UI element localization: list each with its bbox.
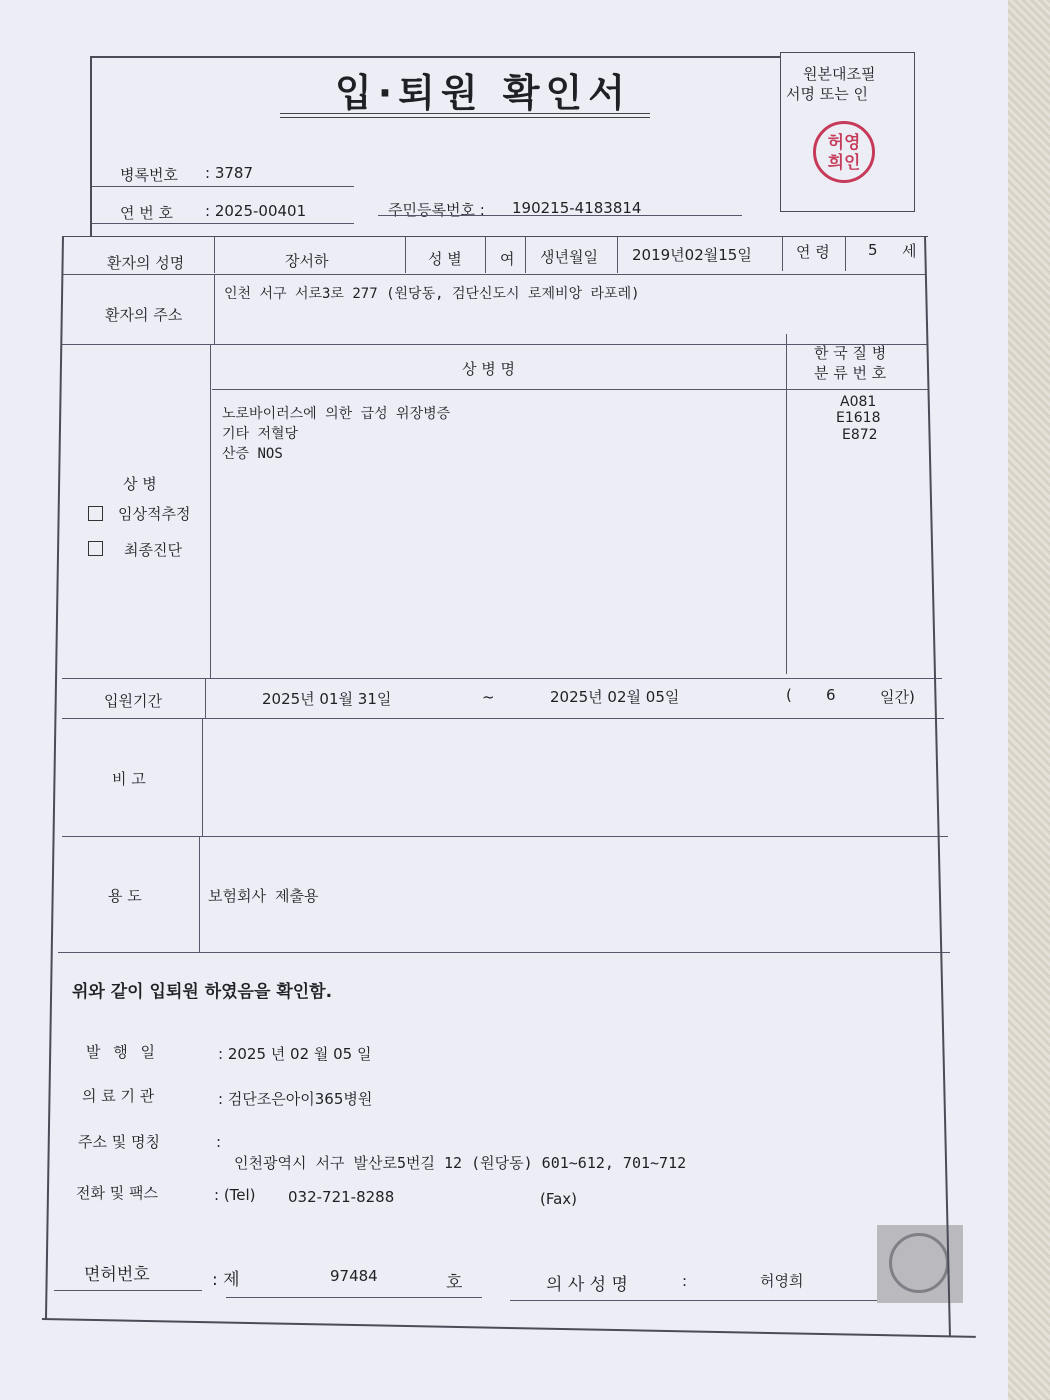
red-seal-stamp: [813, 121, 875, 183]
birth-value: 2019년02월15일: [632, 246, 752, 264]
issue-date-value: : 2025 년 02 월 05 일: [218, 1045, 372, 1063]
license-prefix: : 제: [212, 1270, 240, 1290]
divider: [782, 237, 783, 271]
admission-start: 2025년 01월 31일: [262, 690, 392, 708]
tel-prefix: : (Tel): [214, 1186, 256, 1204]
issue-date-label: 발 행 일: [86, 1043, 160, 1061]
patient-name-label: 환자의 성명: [107, 254, 185, 272]
confirmation-statement: 위와 같이 입퇴원 하였음을 확인함.: [72, 982, 333, 1002]
doctor-colon: :: [682, 1272, 688, 1290]
fax-label: (Fax): [540, 1190, 578, 1208]
institution-value: : 검단조은아이365병원: [218, 1090, 373, 1108]
divider: [485, 237, 486, 273]
form-top-border: [90, 56, 780, 58]
serial-label: 연 번 호: [120, 204, 174, 222]
diagnosis-name-header: 상 병 명: [462, 360, 516, 378]
divider: [786, 334, 787, 674]
diagnosis-code-3: E872: [842, 427, 878, 443]
remarks-label: 비 고: [112, 770, 146, 788]
doctor-name-label: 의 사 성 명: [546, 1275, 628, 1295]
divider: [199, 836, 200, 952]
divider: [212, 389, 928, 390]
divider: [92, 223, 354, 224]
record-no-label: 병록번호: [120, 166, 178, 184]
rrn-value: 190215-4183814: [512, 199, 642, 217]
divider: [510, 1300, 880, 1301]
age-unit: 세: [902, 242, 917, 260]
divider: [92, 186, 354, 187]
table-top-border: [62, 236, 928, 238]
phone-fax-label: 전화 및 팩스: [76, 1184, 158, 1202]
divider: [214, 274, 215, 344]
divider: [226, 1297, 482, 1298]
stamp-text: 허영희인: [827, 133, 861, 173]
patient-address: 인천 서구 서로3로 277 (원당동, 검단신도시 로제비앙 라포레): [224, 286, 640, 302]
admission-tilde: ~: [482, 688, 495, 706]
kcd-header-2: 분 류 번 호: [814, 364, 887, 382]
divider: [62, 344, 928, 345]
diagnosis-item-2: 기타 저혈당: [222, 426, 299, 442]
diagnosis-section-label: 상 병: [123, 475, 157, 493]
license-label: 면허번호: [84, 1265, 150, 1285]
divider: [210, 344, 211, 678]
rrn-label: 주민등록번호 :: [388, 201, 485, 219]
admission-days-unit: 일간): [880, 688, 915, 706]
final-diagnosis-label: 최종진단: [124, 541, 182, 559]
divider: [62, 678, 942, 679]
divider: [405, 237, 406, 273]
divider: [378, 215, 742, 216]
document-title: 입·퇴원 확인서: [335, 71, 631, 115]
diagnosis-item-3: 산증 NOS: [222, 446, 283, 462]
divider: [202, 718, 203, 836]
address-colon: :: [216, 1133, 222, 1151]
divider: [845, 237, 846, 271]
kcd-header-1: 한 국 질 병: [814, 344, 887, 362]
divider: [214, 237, 215, 273]
title-underline: [280, 113, 650, 114]
divider: [205, 678, 206, 718]
title-underline-2: [280, 117, 650, 118]
age-label: 연 령: [796, 243, 830, 261]
serial-value: : 2025-00401: [205, 202, 307, 220]
institution-label: 의 료 기 관: [82, 1087, 155, 1105]
divider: [62, 274, 926, 275]
address-label: 환자의 주소: [105, 306, 183, 324]
admission-end: 2025년 02월 05일: [550, 688, 680, 706]
divider: [62, 718, 944, 719]
divider: [58, 952, 950, 953]
license-suffix: 호: [446, 1273, 463, 1293]
stamp-box-label-1: 원본대조필: [803, 65, 876, 83]
clinical-estimate-label: 임상적추정: [118, 505, 191, 523]
address-name-label: 주소 및 명칭: [78, 1133, 160, 1151]
sex-label: 성 별: [428, 250, 462, 268]
admission-days: 6: [826, 686, 836, 704]
license-number: 97484: [330, 1267, 378, 1285]
original-verification-box: [780, 52, 915, 212]
admission-label: 입원기간: [104, 692, 162, 710]
divider: [525, 237, 526, 273]
institution-address: 인천광역시 서구 발산로5번길 12 (원당동) 601~612, 701~712: [234, 1154, 687, 1172]
doctor-seal-inner: [889, 1233, 949, 1293]
clinical-estimate-checkbox[interactable]: [88, 506, 103, 521]
birth-label: 생년월일: [540, 248, 598, 266]
diagnosis-code-1: A081: [840, 394, 877, 410]
purpose-label: 용 도: [108, 887, 142, 905]
final-diagnosis-checkbox[interactable]: [88, 541, 103, 556]
age-value: 5: [868, 241, 878, 259]
purpose-value: 보험회사 제출용: [208, 887, 319, 905]
stamp-box-label-2: 서명 또는 인: [786, 85, 868, 103]
divider: [54, 1290, 202, 1291]
divider: [617, 237, 618, 273]
diagnosis-item-1: 노로바이러스에 의한 급성 위장병증: [222, 406, 451, 422]
diagnosis-code-2: E1618: [836, 410, 881, 426]
form-left-border-top: [90, 56, 92, 236]
admission-paren: (: [786, 686, 792, 704]
doctor-name: 허영희: [760, 1272, 804, 1290]
record-no-value: : 3787: [205, 164, 253, 182]
background-carpet: [1008, 0, 1050, 1400]
tel-number: 032-721-8288: [288, 1188, 395, 1206]
doctor-seal-stamp: [877, 1225, 963, 1303]
patient-name: 장서하: [285, 252, 329, 270]
sex-value: 여: [500, 250, 515, 268]
divider: [62, 836, 948, 837]
